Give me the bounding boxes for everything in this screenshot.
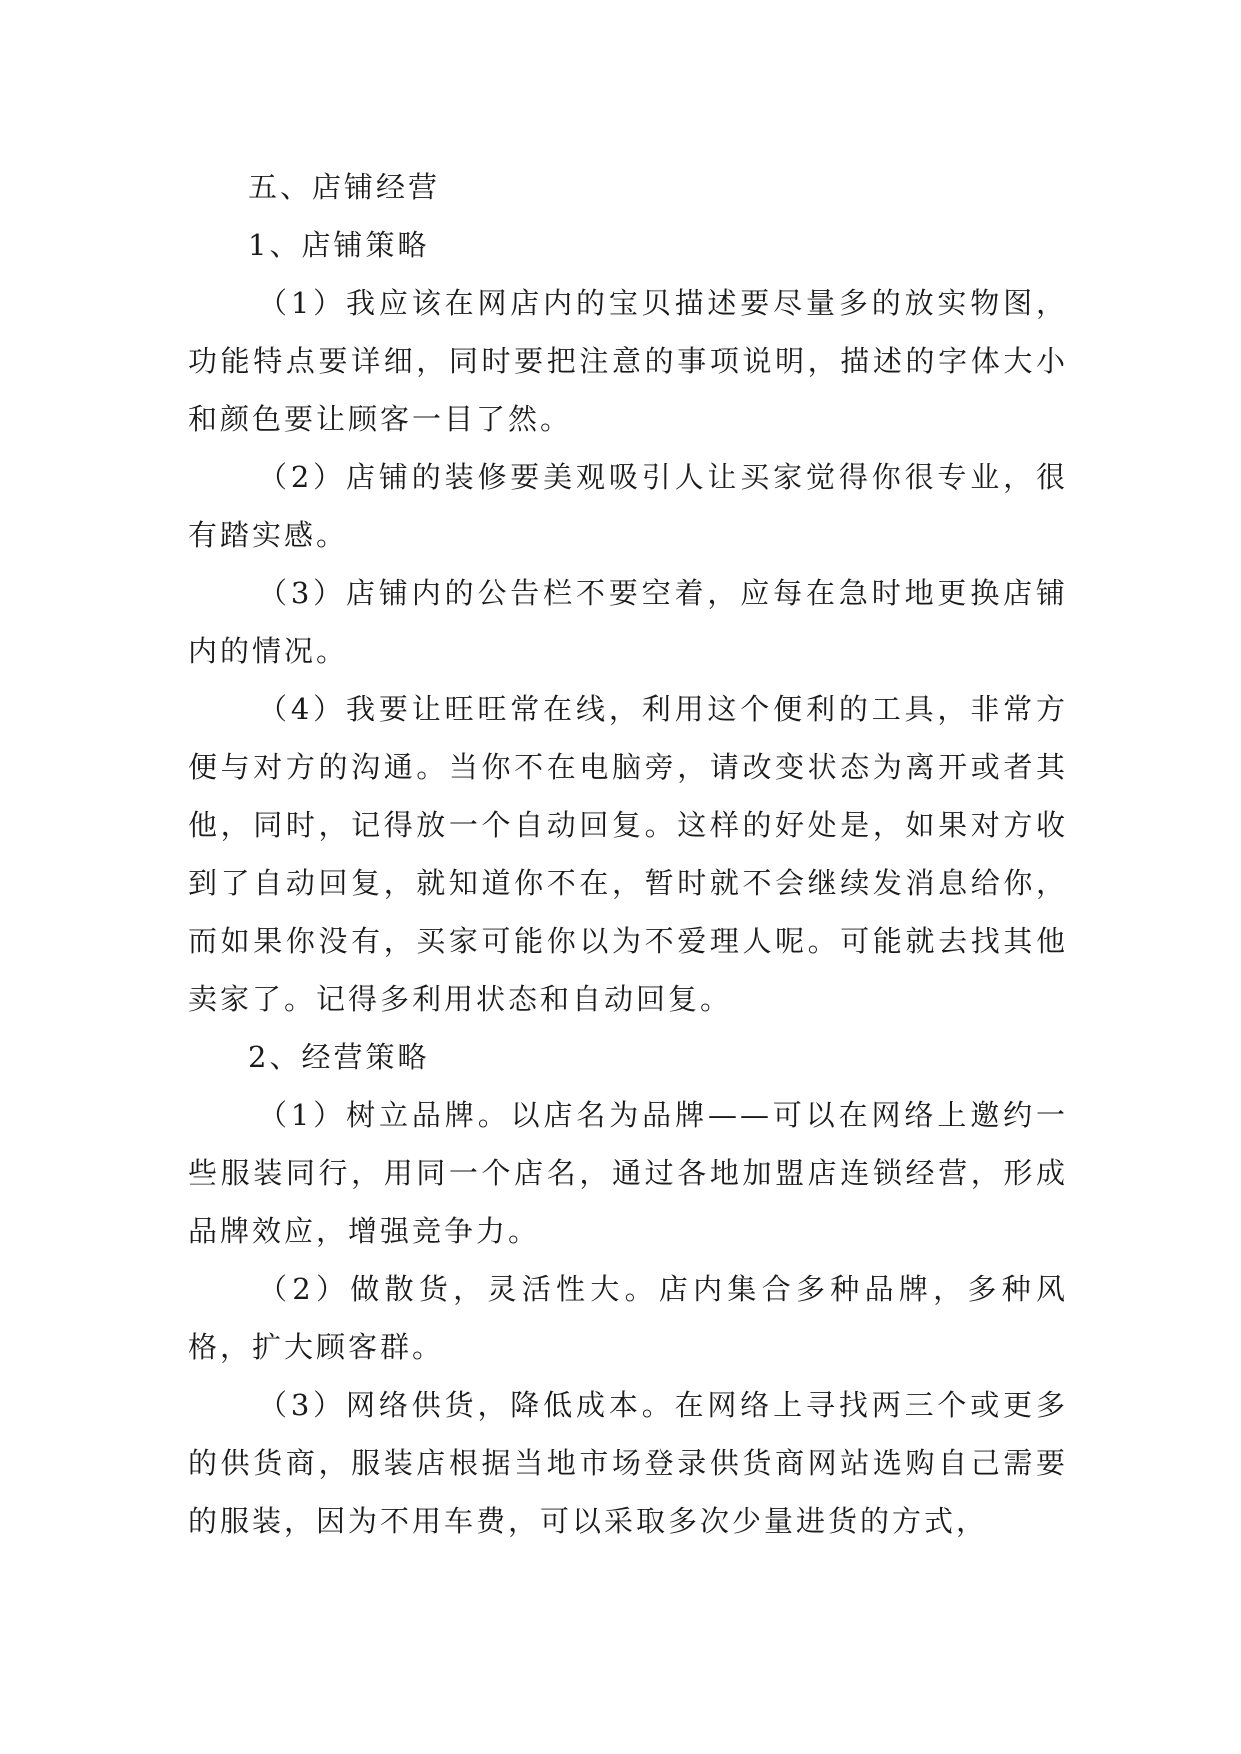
document-body xyxy=(188,158,1068,1550)
paragraph: （1）我应该在网店内的宝贝描述要尽量多的放实物图，功能特点要详细，同时要把注意的事项说明，描述的字体大小和颜色要让顾客一目了然。 xyxy=(188,286,1068,436)
subsection-heading: 2、经营策略 xyxy=(248,1040,430,1074)
paragraph: （3）店铺内的公告栏不要空着，应每在急时地更换店铺内的情况。 xyxy=(188,576,1068,668)
section-heading: 五、店铺经营 xyxy=(248,170,441,204)
subsection-heading: 1、店铺策略 xyxy=(248,228,430,262)
paragraph: （1）树立品牌。以店名为品牌——可以在网络上邀约一些服装同行，用同一个店名，通过各地加盟店连锁经营，形成品牌效应，增强竞争力。 xyxy=(188,1098,1068,1248)
paragraph: （3）网络供货，降低成本。在网络上寻找两三个或更多的供货商，服装店根据当地市场登录供货商网站选购自己需要的服装，因为不用车费，可以采取多次少量进货的方式， xyxy=(188,1388,1068,1538)
paragraph: （2）做散货，灵活性大。店内集合多种品牌，多种风格，扩大顾客群。 xyxy=(188,1272,1068,1364)
paragraph: （2）店铺的装修要美观吸引人让买家觉得你很专业，很有踏实感。 xyxy=(188,460,1068,552)
paragraph: （4）我要让旺旺常在线，利用这个便利的工具，非常方便与对方的沟通。当你不在电脑旁，请改变状态为离开或者其他，同时，记得放一个自动回复。这样的好处是，如果对方收到了自动回复，就知道你不在，暂时就不会继续发消息给你，而如果你没有，买家可能你以为不爱理人呢。可能就去找其他卖家了。记得多利用状态和自动回复。 xyxy=(188,692,1068,1016)
